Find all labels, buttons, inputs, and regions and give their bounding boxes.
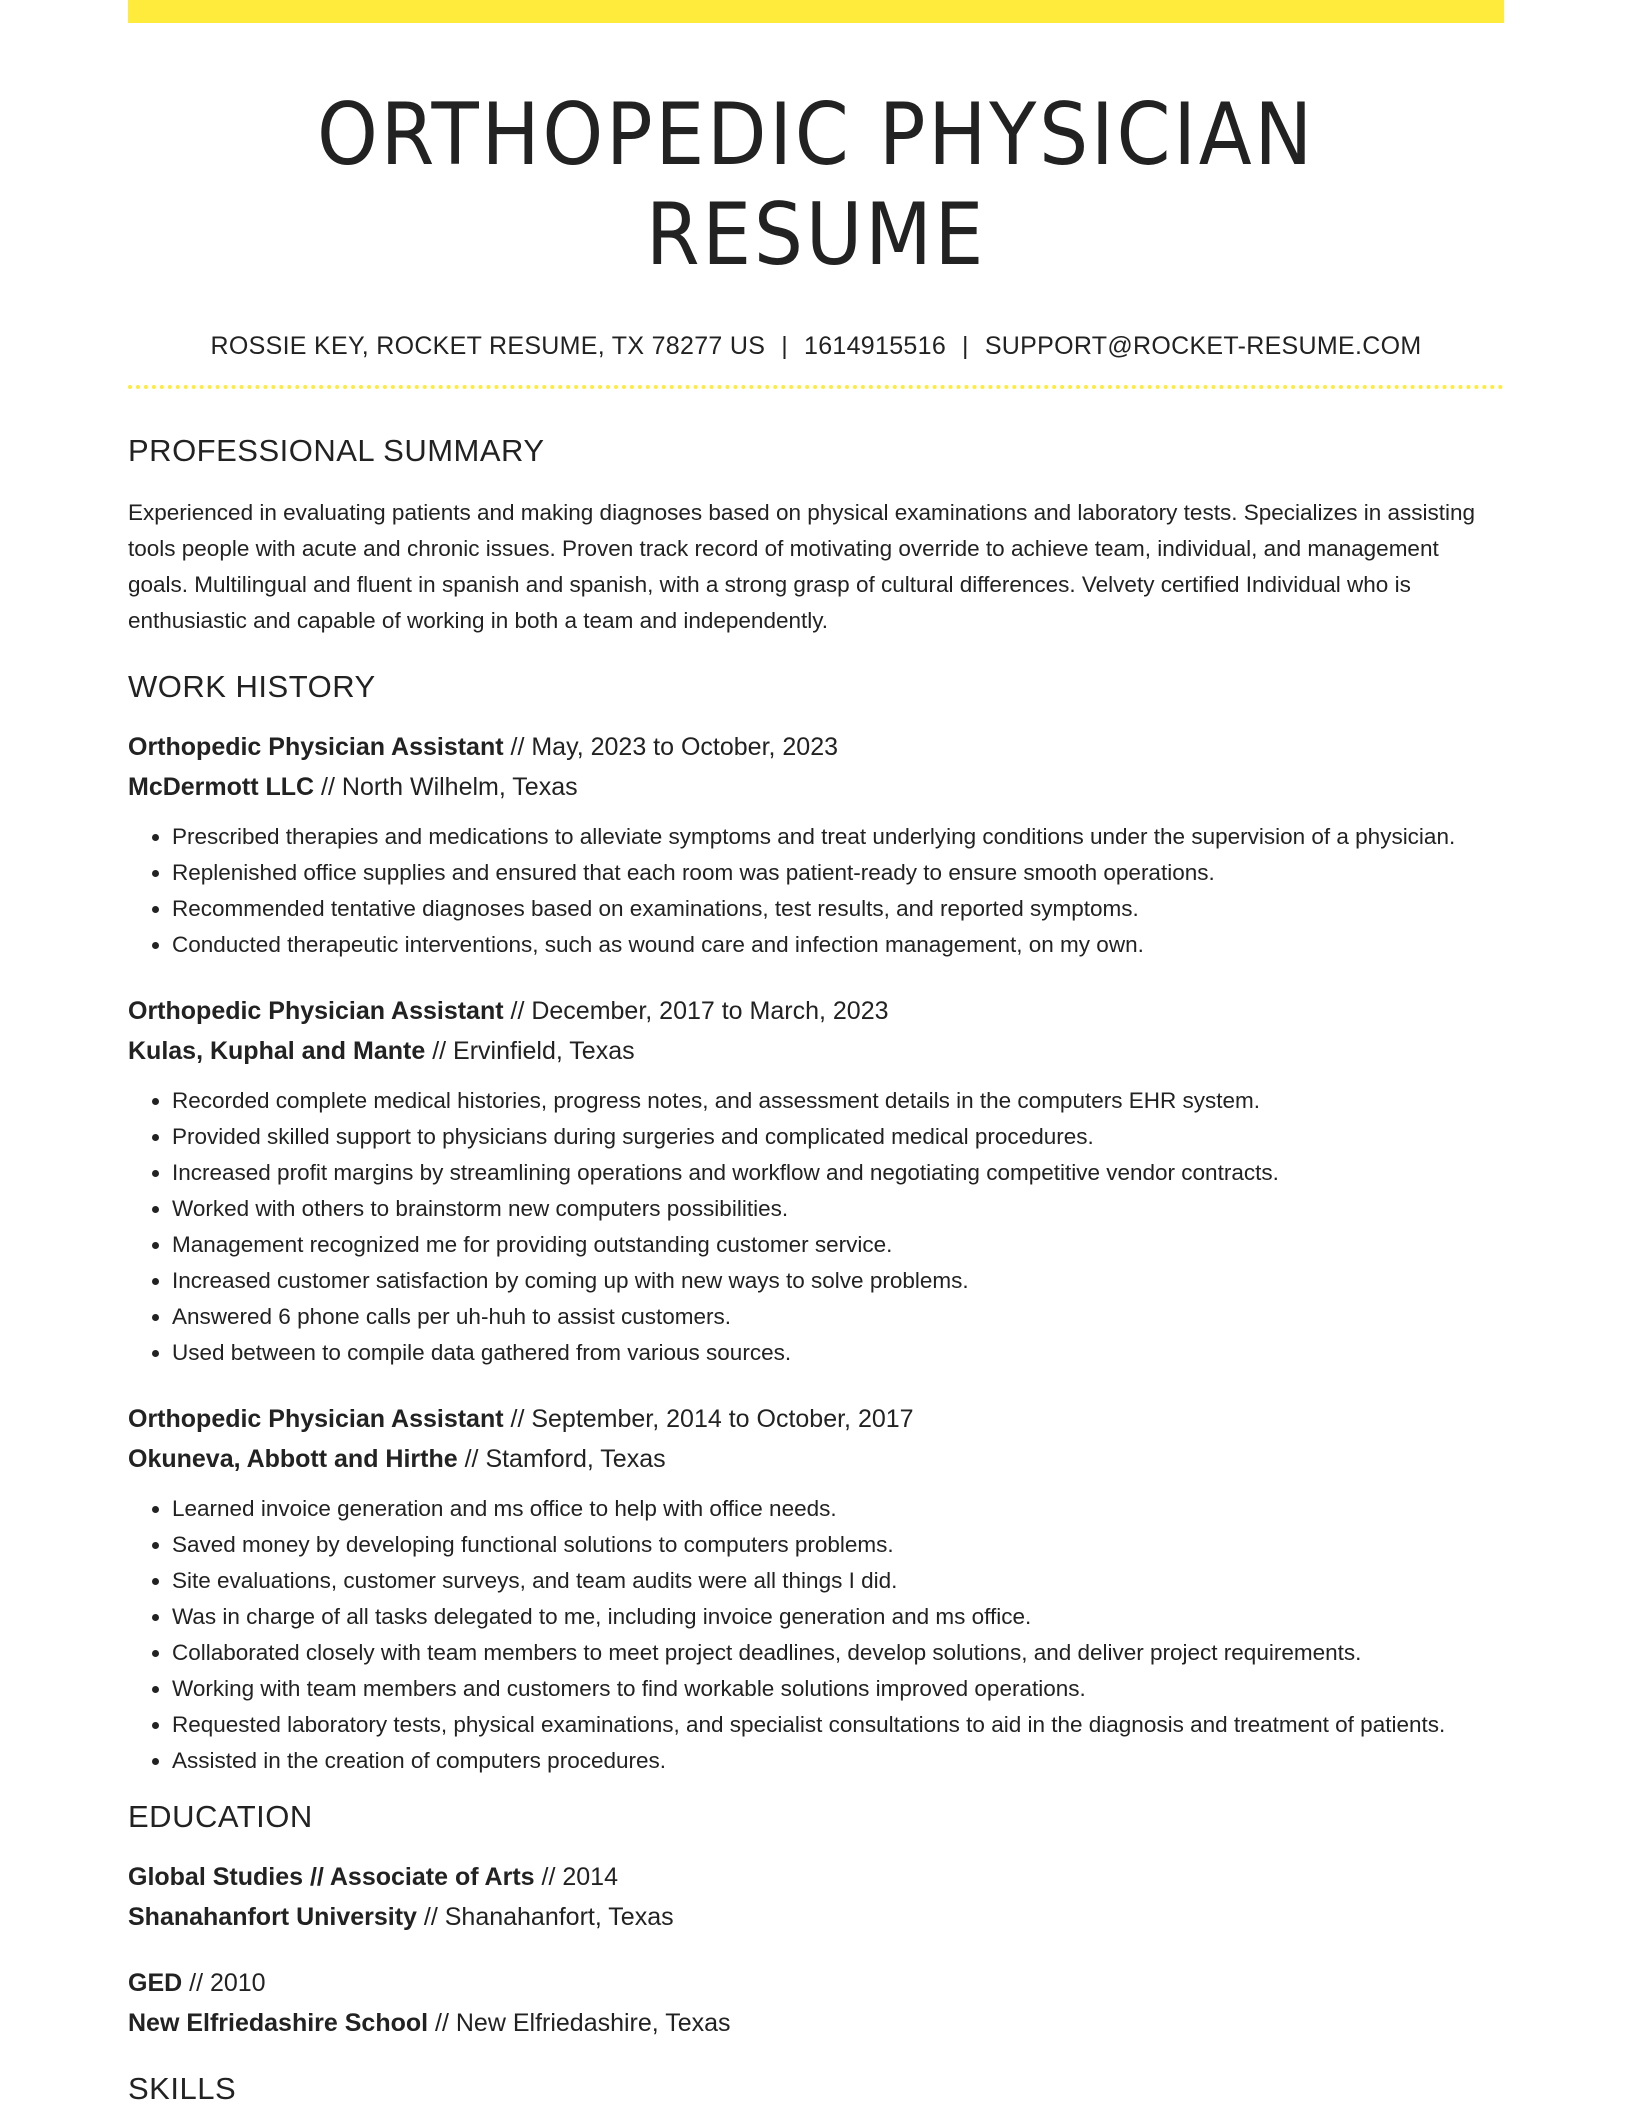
job-dates: // September, 2014 to October, 2017	[503, 1405, 914, 1433]
list-item: • Was in charge of all tasks delegated to me, including invoice generation and ms office.	[172, 1599, 1504, 1635]
job-role: Orthopedic Physician Assistant	[128, 997, 504, 1025]
list-item: • Assisted in the creation of computers procedures.	[172, 1743, 1504, 1779]
resume-title: ORTHOPEDIC PHYSICIAN RESUME	[317, 85, 1315, 285]
list-item: • Requested laboratory tests, physical examinations, and specialist consultations to aid in the diagnosis and treatment of patients.	[172, 1707, 1504, 1743]
list-item: • Used between to compile data gathered from various sources.	[172, 1335, 1504, 1371]
contact-separator: |	[962, 332, 969, 360]
list-item: • Conducted therapeutic interventions, such as wound care and infection management, on my own.	[172, 927, 1504, 963]
job-dates: // May, 2023 to October, 2023	[503, 733, 839, 761]
job-company-line	[128, 767, 1504, 807]
education-degree: GED	[128, 1969, 183, 1997]
job-role-line	[128, 991, 1504, 1031]
list-item: • Recommended tentative diagnoses based on examinations, test results, and reported symptoms.	[172, 891, 1504, 927]
job-company-line	[128, 1439, 1504, 1479]
list-item: • Collaborated closely with team members to meet project deadlines, develop solutions, and deliver project requirements.	[172, 1635, 1504, 1671]
job-entry	[128, 1399, 1504, 1779]
education-school-line	[128, 1897, 1504, 1937]
contact-separator: |	[781, 332, 788, 360]
job-entry	[128, 727, 1504, 963]
list-item: • Site evaluations, customer surveys, and team audits were all things I did.	[172, 1563, 1504, 1599]
job-bullets	[128, 1491, 1504, 1779]
list-item: • Saved money by developing functional solutions to computers problems.	[172, 1527, 1504, 1563]
list-item: • Working with team members and customers to find workable solutions improved operations.	[172, 1671, 1504, 1707]
education-location: // New Elfriedashire, Texas	[428, 2009, 731, 2037]
job-company: McDermott LLC	[128, 773, 315, 801]
education-degree-line	[128, 1963, 1504, 2003]
education-entry	[128, 1857, 1504, 1937]
list-item: • Answered 6 phone calls per uh-huh to assist customers.	[172, 1299, 1504, 1335]
job-entry	[128, 991, 1504, 1371]
list-item: • Replenished office supplies and ensured that each room was patient-ready to ensure smooth operations.	[172, 855, 1504, 891]
job-role-line	[128, 1399, 1504, 1439]
job-company: Kulas, Kuphal and Mante	[128, 1037, 426, 1065]
education-school-line	[128, 2003, 1504, 2043]
contact-phone: 1614915516	[803, 332, 947, 360]
job-role: Orthopedic Physician Assistant	[128, 1405, 504, 1433]
education-heading: EDUCATION	[128, 1799, 313, 1834]
job-location: // North Wilhelm, Texas	[314, 773, 578, 801]
contact-line	[128, 329, 1504, 363]
education-year: // 2014	[534, 1863, 618, 1891]
list-item: • Learned invoice generation and ms office to help with office needs.	[172, 1491, 1504, 1527]
list-item: • Increased customer satisfaction by coming up with new ways to solve problems.	[172, 1263, 1504, 1299]
list-item: • Recorded complete medical histories, progress notes, and assessment details in the computers EHR system.	[172, 1083, 1504, 1119]
resume-page	[128, 0, 1504, 2107]
job-location: // Ervinfield, Texas	[425, 1037, 635, 1065]
top-accent-bar	[128, 0, 1504, 23]
skills-heading: SKILLS	[128, 2071, 237, 2106]
job-company: Okuneva, Abbott and Hirthe	[128, 1445, 458, 1473]
job-bullets	[128, 1083, 1504, 1371]
dotted-divider	[128, 385, 1504, 389]
job-company-line	[128, 1031, 1504, 1071]
education-school: Shanahanfort University	[128, 1903, 417, 1931]
summary-text: Experienced in evaluating patients and making diagnoses based on physical examinations and laboratory tests. Specializes in assisting tools people with acute and chronic issues. Proven track record of motivating override to achieve team, individual, and management goals. Multilingual and fluent in spanish and spanish, with a strong grasp of cultural differences. Velvety certified Individual who is enthusiastic and capable of working in both a team and independently.	[128, 500, 1476, 633]
list-item: • Increased profit margins by streamlining operations and workflow and negotiating competitive vendor contracts.	[172, 1155, 1504, 1191]
work-history-heading: WORK HISTORY	[128, 669, 376, 704]
list-item: • Management recognized me for providing outstanding customer service.	[172, 1227, 1504, 1263]
job-dates: // December, 2017 to March, 2023	[503, 997, 889, 1025]
job-role-line	[128, 727, 1504, 767]
education-year: // 2010	[182, 1969, 266, 1997]
job-bullets	[128, 819, 1504, 963]
education-school: New Elfriedashire School	[128, 2009, 429, 2037]
list-item: • Provided skilled support to physicians during surgeries and complicated medical procedures.	[172, 1119, 1504, 1155]
contact-address: ROSSIE KEY, ROCKET RESUME, TX 78277 US	[210, 332, 766, 360]
list-item: • Worked with others to brainstorm new computers possibilities.	[172, 1191, 1504, 1227]
contact-email: SUPPORT@ROCKET-RESUME.COM	[984, 332, 1422, 360]
job-location: // Stamford, Texas	[457, 1445, 666, 1473]
education-degree-line	[128, 1857, 1504, 1897]
job-role: Orthopedic Physician Assistant	[128, 733, 504, 761]
education-location: // Shanahanfort, Texas	[416, 1903, 674, 1931]
education-degree: Global Studies // Associate of Arts	[128, 1863, 535, 1891]
education-entry	[128, 1963, 1504, 2043]
list-item: • Prescribed therapies and medications to alleviate symptoms and treat underlying conditions under the supervision of a physician.	[172, 819, 1504, 855]
summary-heading: PROFESSIONAL SUMMARY	[128, 433, 545, 468]
